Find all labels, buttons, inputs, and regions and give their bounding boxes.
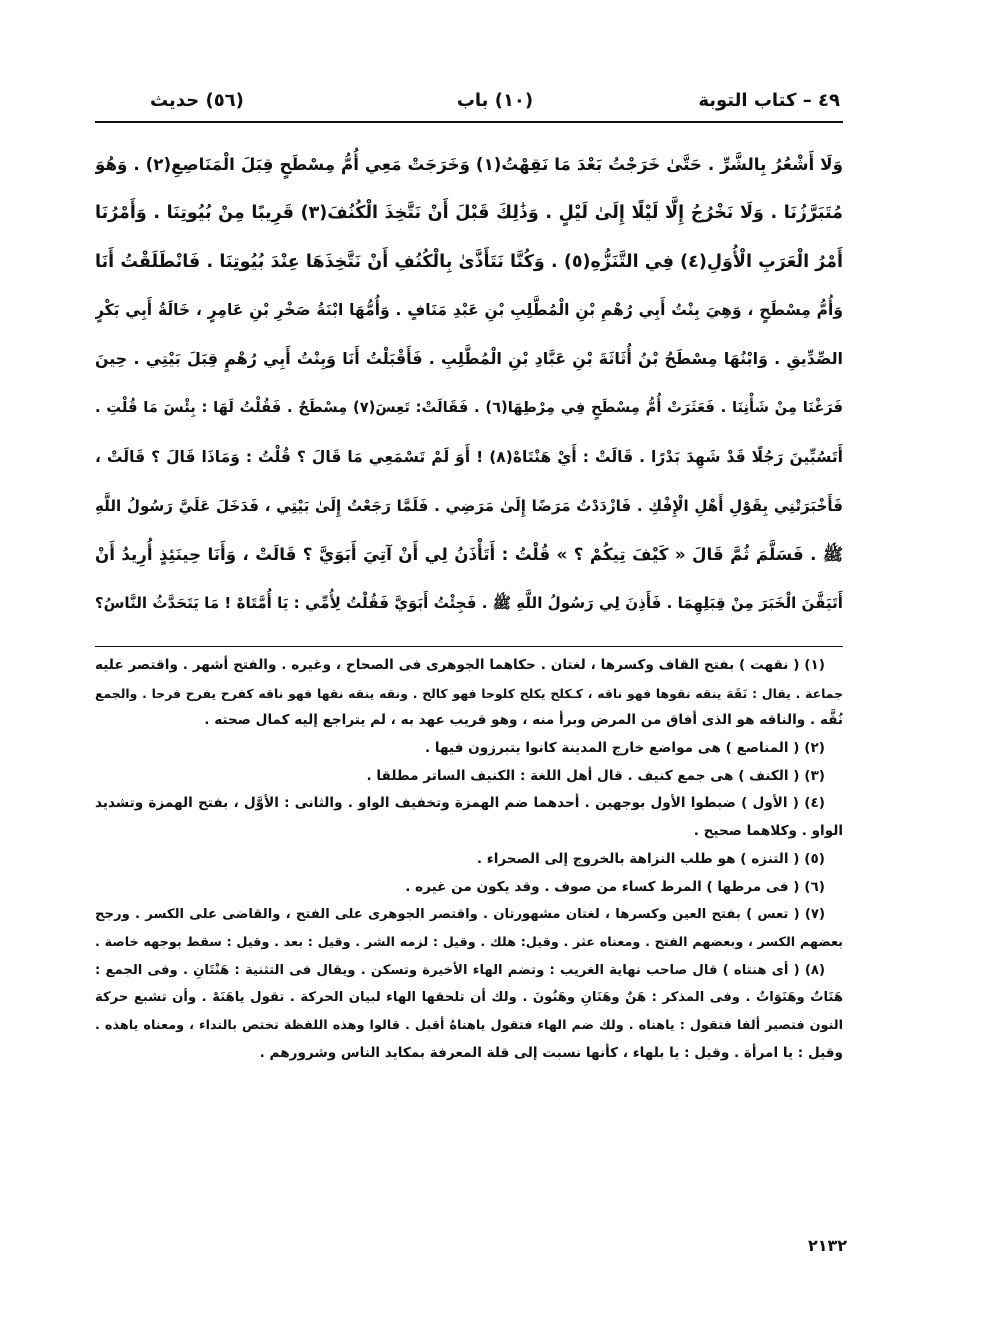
footnote-line: (٦) ( فى مرطها ) المرط كساء من صوف . وقد يكون من غيره . [405,878,825,895]
header-hadith-number: (٥٦) حديث [150,90,244,111]
body-line: ﷺ . فَسَلَّمَ ثُمَّ قَالَ « كَيْفَ تِيكُمْ ؟ » قُلْتُ : أَتَأْذَنُ لِي أَنْ آتِيَ أَبَوَيَّ ؟ قَالَتْ ، وَأَنَا حِينَئِذٍ أُرِيدُ أَنْ [95,544,843,565]
header-book-title: ٤٩ – كتاب التوبة [698,90,840,111]
footnote-line: (١) ( نقهت ) بفتح القاف وكسرها ، لغتان . حكاهما الجوهرى فى الصحاح ، وغيره . والفتح أشهر . واقتصر عليه [95,657,825,673]
footnote-line: (٤) ( الأول ) ضبطوا الأول بوجهين . أحدهما ضم الهمزة وتخفيف الواو . والثانى : الأوَّل ، بفتح الهمزة وتشديد [95,795,825,812]
body-line: فَرَغْنَا مِنْ شَأْنِنَا . فَعَثَرَتْ أُمُّ مِسْطَحٍ فِي مِرْطِهَا(٦) . فَقَالَتْ: تَعِسَ(٧) مِسْطَحٌ . فَقُلْتُ لَهَا : بِئْسَ مَا قُلْتِ . [95,398,843,416]
body-line: وَأُمُّ مِسْطَحٍ ، وَهِيَ بِنْتُ أَبِي رُهْمِ بْنِ الْمُطَّلِبِ بْنِ عَبْدِ مَنَافٍ . وَأُمُّهَا ابْنَةُ صَخْرِ بْنِ عَامِرٍ ، خَالَةُ أَبِي بَكْرٍ [95,301,843,320]
footnote-line: (٨) ( أى هنتاه ) قال صاحب نهاية الغريب : وتضم الهاء الأخيرة وتسكن . ويقال فى التثنية : هَنْتَانِ . وفى الجمع : [95,962,825,978]
footnote-divider [95,646,843,647]
hadith-text [95,140,843,640]
footnote-line: جماعة . يقال : نَقَهَ ينقه نقوها فهو ناقه ، كـكلح يكلح كلوحا فهو كالح . ونقه ينقه نقها فهو ناقه كفرح يفرح فرحا . والجمع [95,685,843,701]
footnote-line: نُقَّه . والناقه هو الذى أفاق من المرض وبرأ منه ، وهو قريب عهد به ، لم يتراجع إليه كمال صحته . [204,712,843,729]
header-divider [95,121,843,123]
body-line: أَتَيَقَّنَ الْخَبَرَ مِنْ قِبَلِهِمَا . فَأَذِنَ لِي رَسُولُ اللَّهِ ﷺ . فَجِئْتُ أَبَوَيَّ فَقُلْتُ لِأُمِّي : يَا أُمَّتَاهْ ! مَا يَتَحَدَّثُ النَّاسُ؟ [95,594,843,613]
footnote-line: (٣) ( الكنف ) هى جمع كنيف . قال أهل اللغة : الكنيف الساتر مطلقا . [366,767,825,784]
body-line: الصِّدِّيقِ . وَابْنُهَا مِسْطَحُ بْنُ أُثَاثَةَ بْنِ عَبَّادِ بْنِ الْمُطَّلِبِ . فَأَقْبَلْتُ أَنَا وَبِنْتُ أَبِي رُهْمٍ قِبَلَ بَيْتِي . حِينَ [95,349,843,369]
footnote-line: (٢) ( المناصع ) هى مواضع خارج المدينة كانوا يتبرزون فيها . [424,740,825,757]
footnotes [95,652,843,1192]
footnote-line: النون فتصير ألفا فتقول : ياهناه . ولك ضم الهاء فتقول ياهناهُ أقبل . قالوا وهذه اللفظة تختص بالنداء ، ومعناه ياهذه . [95,1017,843,1033]
running-header [150,86,840,120]
body-line: مُتَبَرَّزُنَا . وَلَا نَخْرُجُ إِلَّا لَيْلًا إِلَىٰ لَيْلٍ . وَذَٰلِكَ قَبْلَ أَنْ نَتَّخِذَ الْكُنُفَ(٣) قَرِيبًا مِنْ بُيُوتِنَا . وَأَمْرُنَا [95,202,843,223]
footnote-line: وقيل : يا امرأة . وقيل : يا بلهاء ، كأنها نسبت إلى قلة المعرفة بمكايد الناس وشرورهم . [259,1044,843,1061]
body-line: فَأَخْبَرَتْنِي بِقَوْلِ أَهْلِ الْإِفْكِ . فَازْدَدْتُ مَرَضًا إِلَىٰ مَرَضِي . فَلَمَّا رَجَعْتُ إِلَىٰ بَيْتِي ، فَدَخَلَ عَلَيَّ رَسُولُ اللَّهِ [95,496,843,515]
footnote-line: (٥) ( التنزه ) هو طلب النزاهة بالخروج إلى الصحراء . [476,850,825,867]
footnote-line: الواو . وكلاهما صحيح . [693,823,843,840]
page-number: ٢١٣٢ [808,1236,848,1255]
footnote-line: (٧) ( تعس ) بفتح العين وكسرها ، لغتان مشهورتان . واقتصر الجوهرى على الفتح ، والقاضى على الكسر . ورجح [95,907,825,923]
body-line: أَتَسُبِّينَ رَجُلًا قَدْ شَهِدَ بَدْرًا . قَالَتْ : أَيْ هَنْتَاهْ(٨) ! أَوَ لَمْ تَسْمَعِي مَا قَالَ ؟ قُلْتُ : وَمَاذَا قَالَ ؟ قَالَتْ ، [95,447,843,466]
body-line: وَلَا أَشْعُرُ بِالشَّرِّ . حَتَّىٰ خَرَجْتُ بَعْدَ مَا نَقِهْتُ(١) وَخَرَجَتْ مَعِي أُمُّ مِسْطَحٍ قِبَلَ الْمَنَاصِعِ(٢) . وَهُوَ [95,154,843,174]
footnote-line: هَنَاتٌ وهَنَوَاتٌ . وفى المذكر : هَنٌ وهَنَانِ وهَنُونَ . ولك أن تلحقها الهاء لبيان الحركة . تقول ياهَنَهْ . وأن تشبع حركة [95,990,843,1006]
footnote-line: بعضهم الكسر ، وبعضهم الفتح . ومعناه عثر . وقيل: هلك . وقيل : لزمه الشر . وقيل : بعد . وقيل : سقط بوجهه خاصة . [95,934,843,950]
body-line: أَمْرُ الْعَرَبِ الْأُوَلِ(٤) فِي التَّنَزُّهِ(٥) . وَكُنَّا نَتَأَذَّىٰ بِالْكُنُفِ أَنْ نَتَّخِذَهَا عِنْدَ بُيُوتِنَا . فَانْطَلَقْتُ أَنَا [95,251,843,272]
header-chapter-number: (١٠) باب [456,90,534,111]
